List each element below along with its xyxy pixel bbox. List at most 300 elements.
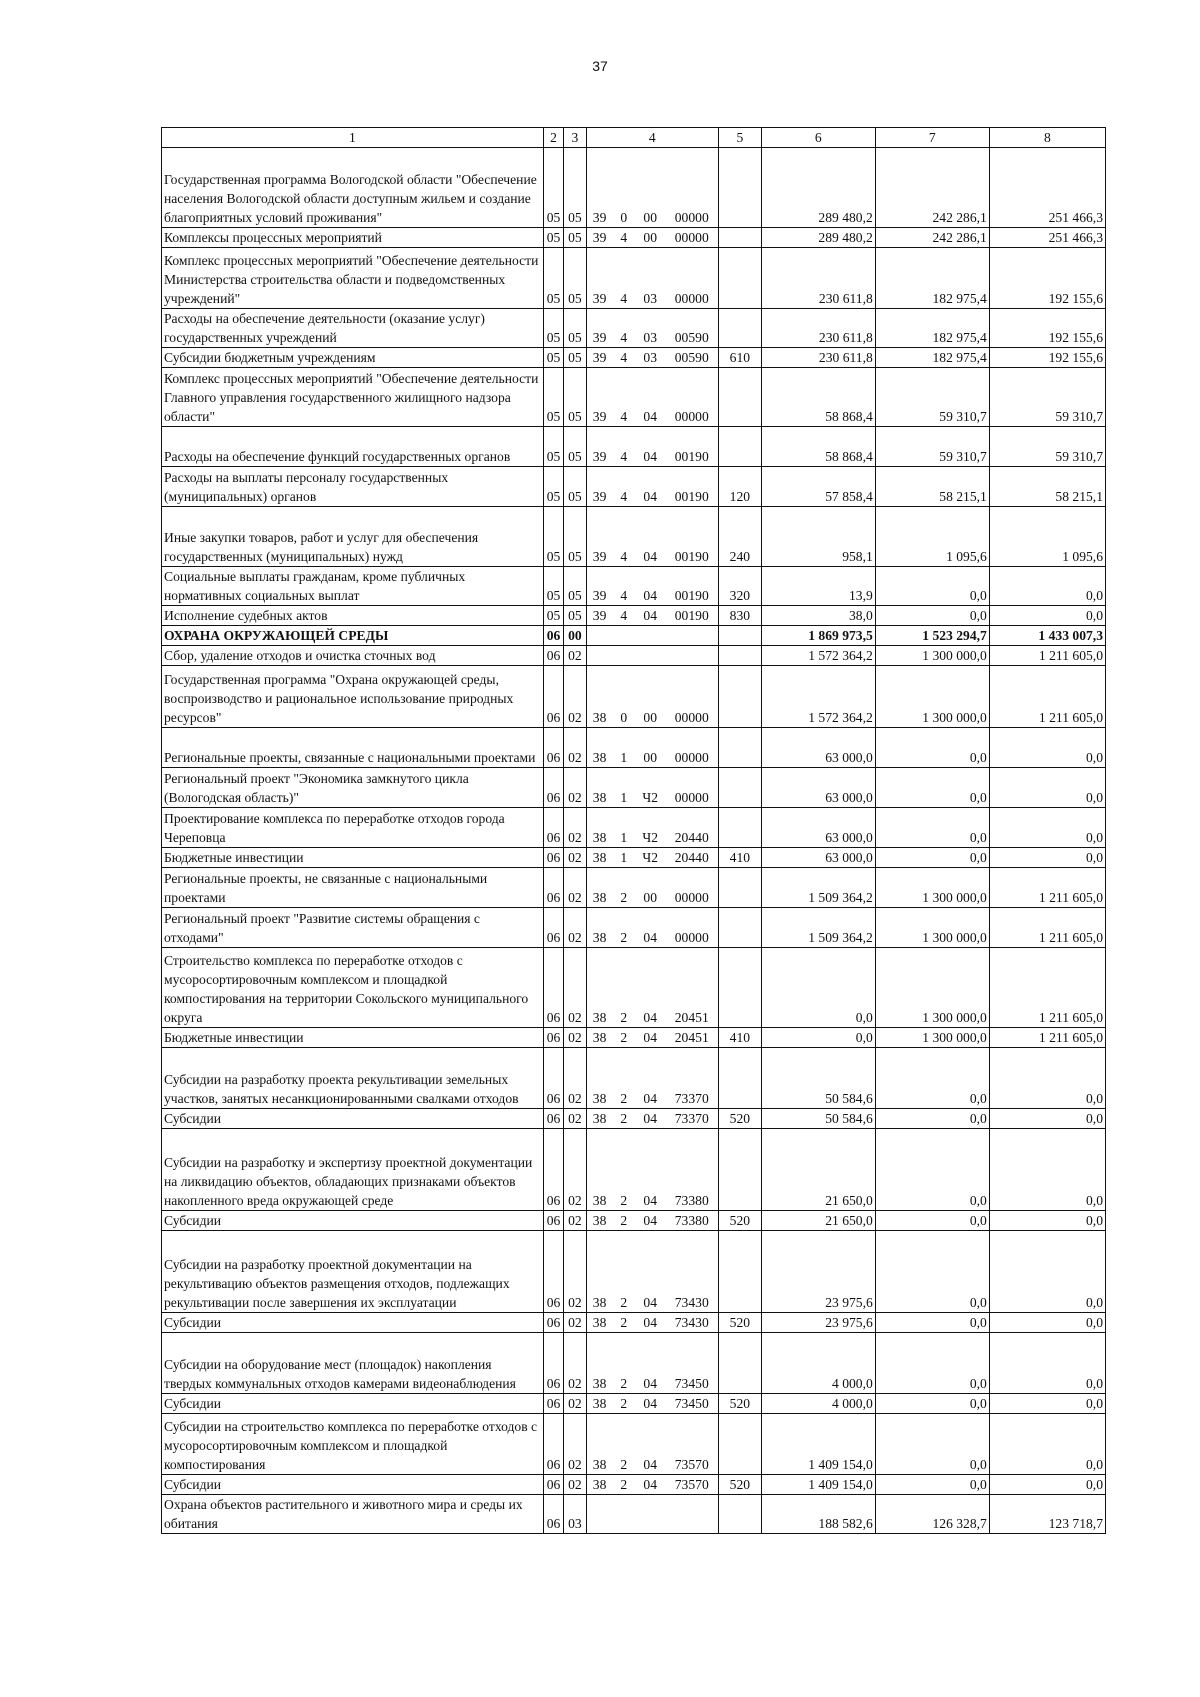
section-code: 06 <box>543 1313 563 1333</box>
amount-col6: 1 409 154,0 <box>761 1414 875 1475</box>
subsection-code: 02 <box>564 1394 586 1414</box>
row-name: Региональный проект "Экономика замкнутого цикла (Вологодская область)" <box>162 768 544 808</box>
table-row <box>162 908 1106 948</box>
subsection-code: 02 <box>564 868 586 908</box>
structure-element-code: 00 <box>635 228 666 248</box>
section-code: 05 <box>543 148 563 228</box>
amount-col8: 0,0 <box>989 808 1105 848</box>
structure-element-code <box>635 1495 666 1534</box>
subsection-code: 02 <box>564 948 586 1028</box>
amount-col7: 59 310,7 <box>875 368 989 427</box>
amount-col8: 1 211 605,0 <box>989 666 1105 728</box>
row-name: Субсидии на разработку проектной документации на рекультивацию объектов размещения отходов, подлежащих рекультивации после завершения их эксплуатации <box>162 1231 544 1313</box>
table-row <box>162 848 1106 868</box>
amount-col6: 230 611,8 <box>761 309 875 348</box>
program-code: 38 <box>586 1048 612 1109</box>
section-code: 05 <box>543 248 563 309</box>
amount-col7: 0,0 <box>875 1313 989 1333</box>
table-row <box>162 1028 1106 1048</box>
amount-col8: 1 211 605,0 <box>989 908 1105 948</box>
amount-col6: 21 650,0 <box>761 1211 875 1231</box>
subsection-code: 05 <box>564 368 586 427</box>
expense-type-code <box>718 666 761 728</box>
program-type-code: 2 <box>613 1028 635 1048</box>
subsection-code: 05 <box>564 567 586 606</box>
section-code: 06 <box>543 768 563 808</box>
expense-type-code <box>718 646 761 666</box>
expense-type-code <box>718 1048 761 1109</box>
program-code: 38 <box>586 728 612 768</box>
program-type-code <box>613 626 635 646</box>
subsection-code: 02 <box>564 1333 586 1394</box>
direction-code: 00590 <box>666 309 719 348</box>
section-code: 06 <box>543 908 563 948</box>
expense-type-code <box>718 309 761 348</box>
subsection-code: 02 <box>564 1313 586 1333</box>
program-code: 38 <box>586 768 612 808</box>
row-name: Охрана объектов растительного и животного мира и среды их обитания <box>162 1495 544 1534</box>
section-code: 06 <box>543 1048 563 1109</box>
amount-col7: 0,0 <box>875 1048 989 1109</box>
subsection-code: 05 <box>564 507 586 567</box>
subsection-code: 02 <box>564 908 586 948</box>
program-code <box>586 626 612 646</box>
amount-col7: 0,0 <box>875 1211 989 1231</box>
direction-code: 20440 <box>666 848 719 868</box>
header-cell: 8 <box>989 128 1105 148</box>
program-type-code: 4 <box>613 567 635 606</box>
expense-type-code: 520 <box>718 1475 761 1495</box>
program-type-code: 1 <box>613 728 635 768</box>
direction-code: 20451 <box>666 948 719 1028</box>
row-name: Строительство комплекса по переработке отходов с мусоросортировочным комплексом и площадкой компостирования на территории Сокольского муниципального округа <box>162 948 544 1028</box>
structure-element-code: 04 <box>635 1129 666 1211</box>
structure-element-code: Ч2 <box>635 848 666 868</box>
subsection-code: 05 <box>564 228 586 248</box>
subsection-code: 02 <box>564 1109 586 1129</box>
program-code: 38 <box>586 1028 612 1048</box>
expense-type-code: 520 <box>718 1109 761 1129</box>
table-row <box>162 606 1106 626</box>
program-code: 39 <box>586 148 612 228</box>
section-code: 06 <box>543 848 563 868</box>
direction-code: 20451 <box>666 1028 719 1048</box>
structure-element-code <box>635 646 666 666</box>
amount-col8: 192 155,6 <box>989 248 1105 309</box>
expense-type-code <box>718 427 761 467</box>
program-type-code: 2 <box>613 868 635 908</box>
section-code: 05 <box>543 606 563 626</box>
program-type-code: 1 <box>613 848 635 868</box>
structure-element-code: 03 <box>635 248 666 309</box>
table-row <box>162 728 1106 768</box>
section-code: 05 <box>543 228 563 248</box>
amount-col6: 23 975,6 <box>761 1313 875 1333</box>
program-code <box>586 646 612 666</box>
row-name: Региональные проекты, связанные с национальными проектами <box>162 728 544 768</box>
section-code: 05 <box>543 309 563 348</box>
row-name: Проектирование комплекса по переработке отходов города Череповца <box>162 808 544 848</box>
subsection-code: 03 <box>564 1495 586 1534</box>
program-type-code: 4 <box>613 467 635 507</box>
row-name: Государственная программа Вологодской области "Обеспечение населения Вологодской области доступным жильем и создание благоприятных условий проживания" <box>162 148 544 228</box>
table-row <box>162 1394 1106 1414</box>
expense-type-code <box>718 1414 761 1475</box>
direction-code: 73570 <box>666 1475 719 1495</box>
structure-element-code: 04 <box>635 368 666 427</box>
expense-type-code: 410 <box>718 848 761 868</box>
program-type-code: 2 <box>613 1109 635 1129</box>
direction-code: 00190 <box>666 467 719 507</box>
subsection-code: 02 <box>564 1475 586 1495</box>
table-row <box>162 666 1106 728</box>
amount-col6: 50 584,6 <box>761 1109 875 1129</box>
amount-col7: 1 300 000,0 <box>875 646 989 666</box>
expense-type-code <box>718 1231 761 1313</box>
amount-col8: 1 211 605,0 <box>989 1028 1105 1048</box>
table-row <box>162 1495 1106 1534</box>
expense-type-code <box>718 768 761 808</box>
direction-code: 73430 <box>666 1313 719 1333</box>
amount-col8: 0,0 <box>989 1129 1105 1211</box>
amount-col6: 289 480,2 <box>761 148 875 228</box>
row-name: Расходы на обеспечение функций государственных органов <box>162 427 544 467</box>
section-code: 06 <box>543 1028 563 1048</box>
amount-col6: 58 868,4 <box>761 368 875 427</box>
subsection-code: 00 <box>564 626 586 646</box>
table-row <box>162 1414 1106 1475</box>
section-code: 06 <box>543 1129 563 1211</box>
program-type-code: 4 <box>613 507 635 567</box>
page-number: 37 <box>592 58 608 74</box>
subsection-code: 05 <box>564 606 586 626</box>
amount-col6: 0,0 <box>761 948 875 1028</box>
expense-type-code: 320 <box>718 567 761 606</box>
direction-code: 73380 <box>666 1129 719 1211</box>
program-type-code: 2 <box>613 1394 635 1414</box>
program-code: 38 <box>586 1211 612 1231</box>
amount-col8: 0,0 <box>989 1231 1105 1313</box>
row-name: Субсидии <box>162 1211 544 1231</box>
program-type-code: 4 <box>613 606 635 626</box>
section-code: 06 <box>543 1495 563 1534</box>
table-row <box>162 768 1106 808</box>
header-cell: 1 <box>162 128 544 148</box>
program-type-code: 2 <box>613 1129 635 1211</box>
structure-element-code: 04 <box>635 908 666 948</box>
program-code: 38 <box>586 908 612 948</box>
direction-code: 73450 <box>666 1333 719 1394</box>
section-code: 06 <box>543 868 563 908</box>
structure-element-code: 04 <box>635 427 666 467</box>
amount-col8: 251 466,3 <box>989 148 1105 228</box>
section-code: 05 <box>543 507 563 567</box>
row-name: Сбор, удаление отходов и очистка сточных вод <box>162 646 544 666</box>
amount-col6: 58 868,4 <box>761 427 875 467</box>
direction-code: 00000 <box>666 248 719 309</box>
subsection-code: 02 <box>564 1211 586 1231</box>
program-code: 38 <box>586 1129 612 1211</box>
row-name: Расходы на обеспечение деятельности (оказание услуг) государственных учреждений <box>162 309 544 348</box>
program-code: 38 <box>586 808 612 848</box>
amount-col8: 192 155,6 <box>989 348 1105 368</box>
expense-type-code: 520 <box>718 1313 761 1333</box>
section-code: 06 <box>543 626 563 646</box>
structure-element-code <box>635 626 666 646</box>
program-code: 38 <box>586 1394 612 1414</box>
amount-col7: 0,0 <box>875 1333 989 1394</box>
structure-element-code: 04 <box>635 1028 666 1048</box>
amount-col8: 0,0 <box>989 1475 1105 1495</box>
table-row <box>162 1313 1106 1333</box>
amount-col7: 0,0 <box>875 1475 989 1495</box>
section-code: 05 <box>543 427 563 467</box>
program-type-code: 0 <box>613 666 635 728</box>
structure-element-code: 03 <box>635 309 666 348</box>
amount-col7: 59 310,7 <box>875 427 989 467</box>
table-row <box>162 808 1106 848</box>
section-code: 06 <box>543 728 563 768</box>
row-name: Субсидии <box>162 1394 544 1414</box>
direction-code: 73430 <box>666 1231 719 1313</box>
amount-col6: 23 975,6 <box>761 1231 875 1313</box>
expense-type-code <box>718 948 761 1028</box>
section-code: 06 <box>543 1109 563 1129</box>
subsection-code: 02 <box>564 728 586 768</box>
amount-col8: 1 211 605,0 <box>989 948 1105 1028</box>
structure-element-code: Ч2 <box>635 808 666 848</box>
program-type-code: 0 <box>613 148 635 228</box>
table-row <box>162 1333 1106 1394</box>
amount-col7: 126 328,7 <box>875 1495 989 1534</box>
amount-col6: 1 409 154,0 <box>761 1475 875 1495</box>
program-code: 39 <box>586 567 612 606</box>
amount-col7: 1 300 000,0 <box>875 1028 989 1048</box>
amount-col6: 63 000,0 <box>761 848 875 868</box>
amount-col6: 38,0 <box>761 606 875 626</box>
amount-col8: 0,0 <box>989 1109 1105 1129</box>
section-code: 05 <box>543 567 563 606</box>
program-type-code: 2 <box>613 1475 635 1495</box>
direction-code: 00000 <box>666 908 719 948</box>
subsection-code: 05 <box>564 467 586 507</box>
section-code: 06 <box>543 948 563 1028</box>
header-cell: 2 <box>543 128 563 148</box>
amount-col7: 1 300 000,0 <box>875 666 989 728</box>
expense-type-code <box>718 228 761 248</box>
program-code: 39 <box>586 228 612 248</box>
row-name: Социальные выплаты гражданам, кроме публичных нормативных социальных выплат <box>162 567 544 606</box>
section-code: 06 <box>543 1414 563 1475</box>
subsection-code: 02 <box>564 1231 586 1313</box>
amount-col6: 1 509 364,2 <box>761 908 875 948</box>
row-name: Комплекс процессных мероприятий "Обеспечение деятельности Министерства строительства области и подведомственных учреждений" <box>162 248 544 309</box>
amount-col8: 0,0 <box>989 768 1105 808</box>
amount-col6: 4 000,0 <box>761 1394 875 1414</box>
section-code: 06 <box>543 1333 563 1394</box>
expense-type-code <box>718 1129 761 1211</box>
row-name: Субсидии <box>162 1475 544 1495</box>
amount-col6: 1 572 364,2 <box>761 646 875 666</box>
table-row <box>162 248 1106 309</box>
expense-type-code <box>718 908 761 948</box>
subsection-code: 02 <box>564 1414 586 1475</box>
row-name: Субсидии <box>162 1313 544 1333</box>
row-name: Комплексы процессных мероприятий <box>162 228 544 248</box>
program-type-code: 4 <box>613 348 635 368</box>
table-row <box>162 228 1106 248</box>
amount-col7: 0,0 <box>875 567 989 606</box>
amount-col6: 230 611,8 <box>761 248 875 309</box>
program-code: 39 <box>586 348 612 368</box>
header-cell: 6 <box>761 128 875 148</box>
expense-type-code <box>718 728 761 768</box>
amount-col7: 1 523 294,7 <box>875 626 989 646</box>
direction-code: 00000 <box>666 228 719 248</box>
program-type-code: 2 <box>613 1313 635 1333</box>
structure-element-code: 04 <box>635 1475 666 1495</box>
program-type-code: 1 <box>613 808 635 848</box>
program-type-code: 4 <box>613 427 635 467</box>
amount-col6: 50 584,6 <box>761 1048 875 1109</box>
amount-col8: 0,0 <box>989 1048 1105 1109</box>
direction-code: 73450 <box>666 1394 719 1414</box>
subsection-code: 05 <box>564 427 586 467</box>
row-name: Субсидии на строительство комплекса по переработке отходов с мусоросортировочным комплексом и площадкой компостирования <box>162 1414 544 1475</box>
subsection-code: 05 <box>564 248 586 309</box>
header-row <box>162 128 1106 148</box>
direction-code: 00000 <box>666 868 719 908</box>
table-row <box>162 507 1106 567</box>
amount-col7: 58 215,1 <box>875 467 989 507</box>
amount-col6: 289 480,2 <box>761 228 875 248</box>
table-row <box>162 646 1106 666</box>
amount-col6: 188 582,6 <box>761 1495 875 1534</box>
amount-col8: 0,0 <box>989 1414 1105 1475</box>
row-name: ОХРАНА ОКРУЖАЮЩЕЙ СРЕДЫ <box>162 626 544 646</box>
row-name: Иные закупки товаров, работ и услуг для обеспечения государственных (муниципальных) нужд <box>162 507 544 567</box>
amount-col8: 0,0 <box>989 606 1105 626</box>
amount-col8: 0,0 <box>989 1333 1105 1394</box>
amount-col8: 1 211 605,0 <box>989 646 1105 666</box>
section-code: 06 <box>543 666 563 728</box>
program-code: 38 <box>586 948 612 1028</box>
amount-col6: 57 858,4 <box>761 467 875 507</box>
section-code: 06 <box>543 1211 563 1231</box>
program-type-code: 4 <box>613 248 635 309</box>
structure-element-code: 04 <box>635 1313 666 1333</box>
table-row <box>162 567 1106 606</box>
amount-col7: 1 095,6 <box>875 507 989 567</box>
header-cell: 4 <box>586 128 718 148</box>
amount-col8: 251 466,3 <box>989 228 1105 248</box>
section-code: 06 <box>543 808 563 848</box>
table-row <box>162 1231 1106 1313</box>
program-type-code: 2 <box>613 1048 635 1109</box>
direction-code: 00000 <box>666 148 719 228</box>
expense-type-code: 120 <box>718 467 761 507</box>
section-code: 06 <box>543 1475 563 1495</box>
program-code: 39 <box>586 606 612 626</box>
amount-col7: 0,0 <box>875 1231 989 1313</box>
direction-code: 00000 <box>666 768 719 808</box>
amount-col7: 182 975,4 <box>875 309 989 348</box>
amount-col6: 21 650,0 <box>761 1129 875 1211</box>
direction-code: 73370 <box>666 1048 719 1109</box>
amount-col8: 1 095,6 <box>989 507 1105 567</box>
structure-element-code: Ч2 <box>635 768 666 808</box>
structure-element-code: 03 <box>635 348 666 368</box>
program-code: 38 <box>586 666 612 728</box>
amount-col6: 63 000,0 <box>761 728 875 768</box>
table-row <box>162 1475 1106 1495</box>
amount-col7: 182 975,4 <box>875 248 989 309</box>
program-code: 39 <box>586 248 612 309</box>
amount-col7: 242 286,1 <box>875 148 989 228</box>
table-row <box>162 1211 1106 1231</box>
amount-col7: 1 300 000,0 <box>875 868 989 908</box>
row-name: Субсидии на разработку и экспертизу проектной документации на ликвидацию объектов, обладающих признаками объектов накопленного вреда окружающей среде <box>162 1129 544 1211</box>
program-code: 39 <box>586 309 612 348</box>
header-cell: 3 <box>564 128 586 148</box>
subsection-code: 02 <box>564 1129 586 1211</box>
direction-code <box>666 646 719 666</box>
structure-element-code: 00 <box>635 728 666 768</box>
table-row <box>162 626 1106 646</box>
amount-col6: 63 000,0 <box>761 808 875 848</box>
amount-col8: 1 211 605,0 <box>989 868 1105 908</box>
program-code: 38 <box>586 1231 612 1313</box>
program-type-code: 4 <box>613 368 635 427</box>
structure-element-code: 04 <box>635 1211 666 1231</box>
row-name: Региональный проект "Развитие системы обращения с отходами" <box>162 908 544 948</box>
structure-element-code: 04 <box>635 1048 666 1109</box>
row-name: Расходы на выплаты персоналу государственных (муниципальных) органов <box>162 467 544 507</box>
structure-element-code: 04 <box>635 1333 666 1394</box>
subsection-code: 02 <box>564 768 586 808</box>
amount-col8: 0,0 <box>989 567 1105 606</box>
table-row <box>162 1048 1106 1109</box>
amount-col8: 59 310,7 <box>989 368 1105 427</box>
structure-element-code: 04 <box>635 467 666 507</box>
expense-type-code <box>718 248 761 309</box>
program-type-code: 1 <box>613 768 635 808</box>
amount-col8: 0,0 <box>989 848 1105 868</box>
amount-col8: 0,0 <box>989 1394 1105 1414</box>
expense-type-code <box>718 868 761 908</box>
expense-type-code <box>718 808 761 848</box>
program-code: 38 <box>586 848 612 868</box>
program-type-code: 4 <box>613 309 635 348</box>
program-code: 38 <box>586 1109 612 1129</box>
direction-code: 00000 <box>666 368 719 427</box>
amount-col7: 0,0 <box>875 768 989 808</box>
expense-type-code: 610 <box>718 348 761 368</box>
expense-type-code: 830 <box>718 606 761 626</box>
amount-col7: 0,0 <box>875 606 989 626</box>
program-type-code: 2 <box>613 1333 635 1394</box>
subsection-code: 05 <box>564 348 586 368</box>
program-type-code: 2 <box>613 1414 635 1475</box>
direction-code: 73380 <box>666 1211 719 1231</box>
program-code: 38 <box>586 1313 612 1333</box>
direction-code: 73570 <box>666 1414 719 1475</box>
amount-col6: 63 000,0 <box>761 768 875 808</box>
row-name: Комплекс процессных мероприятий "Обеспечение деятельности Главного управления государственного жилищного надзора области" <box>162 368 544 427</box>
header-cell: 7 <box>875 128 989 148</box>
program-type-code: 4 <box>613 228 635 248</box>
amount-col7: 182 975,4 <box>875 348 989 368</box>
